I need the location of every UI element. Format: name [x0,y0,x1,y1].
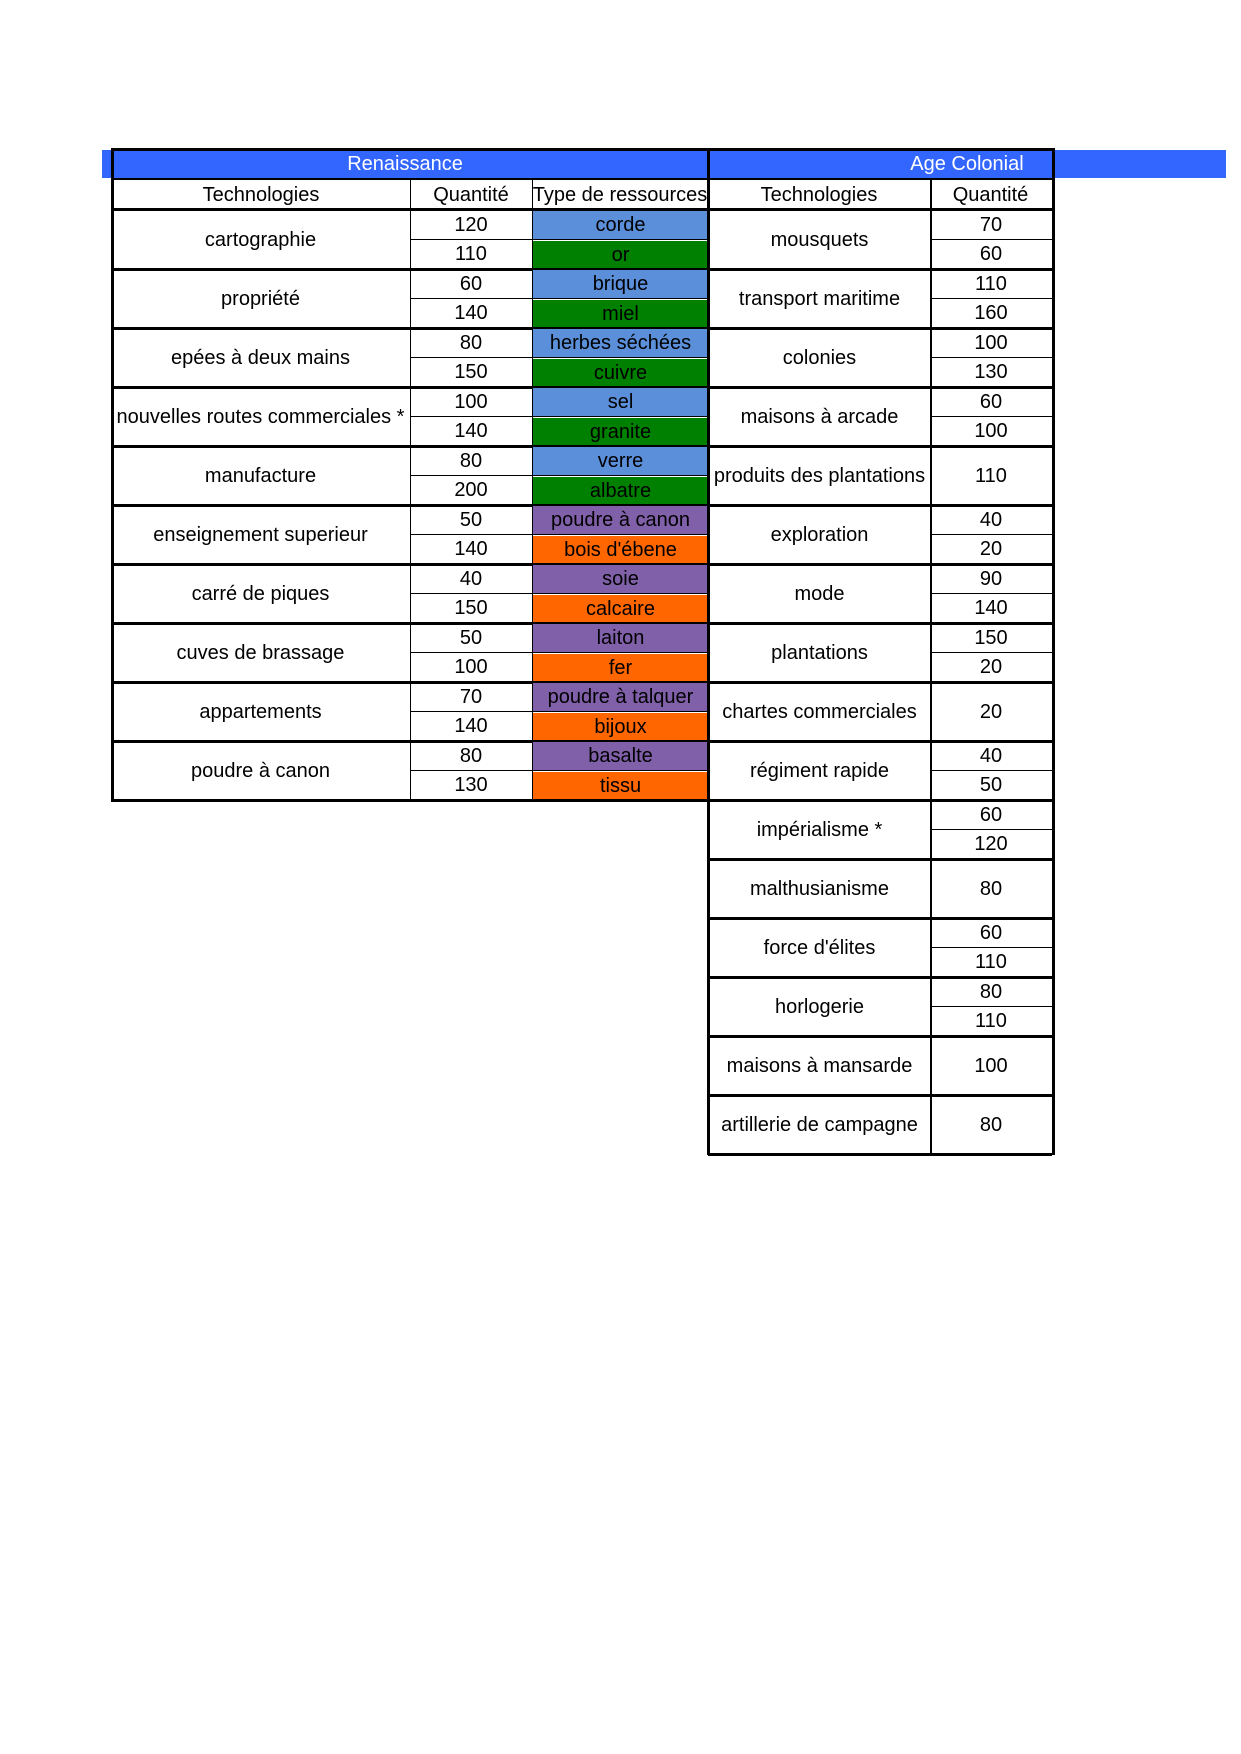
resource-cell: soie [533,565,708,594]
row-divider [930,947,1052,948]
table-border [707,148,710,1155]
colonial-qty: 100 [974,1054,1008,1077]
renaissance-qty: 50 [459,508,483,531]
renaissance-qty: 80 [459,331,483,354]
colonial-tech: régiment rapide [750,759,889,782]
colonial-qty: 80 [979,1113,1003,1136]
colonial-qty: 100 [974,331,1008,354]
row-divider [930,416,1052,417]
colonial-qty: 60 [979,243,1003,266]
resource-cell: tissu [533,772,708,801]
colonial-tech: force d'élites [763,936,876,959]
colonial-tech: transport maritime [738,287,901,310]
colonial-qty: 20 [979,700,1003,723]
resource-cell: granite [533,418,708,447]
colonial-tech: exploration [770,523,869,546]
colonial-qty: 20 [979,656,1003,679]
group-divider [708,1153,1052,1156]
renaissance-header-type: Type de ressources [532,183,708,206]
colonial-qty: 90 [979,567,1003,590]
table-border [111,148,1052,151]
renaissance-title: Renaissance [102,150,708,178]
table-border [111,148,114,801]
renaissance-tech: propriété [221,287,300,310]
table-border [111,178,1052,180]
colonial-tech: colonies [782,346,857,369]
colonial-tech: plantations [771,641,868,664]
row-divider [930,534,1052,535]
resource-cell: laiton [533,624,708,653]
resource-cell: fer [533,654,708,683]
resource-cell: or [533,241,708,270]
colonial-tech: maisons à mansarde [726,1054,913,1077]
colonial-qty: 160 [974,302,1008,325]
row-divider [930,357,1052,358]
colonial-qty: 80 [979,877,1003,900]
colonial-title: Age Colonial [708,150,1226,178]
renaissance-qty: 140 [454,420,488,443]
resource-cell: bijoux [533,713,708,742]
colonial-qty: 60 [979,803,1003,826]
renaissance-header-quantite: Quantité [433,183,509,206]
row-divider [930,652,1052,653]
colonial-tech: impérialisme * [756,818,883,841]
colonial-qty: 50 [979,774,1003,797]
colonial-header-technologies: Technologies [760,183,878,206]
row-divider [930,829,1052,830]
colonial-qty: 80 [979,980,1003,1003]
renaissance-qty: 40 [459,567,483,590]
colonial-qty: 110 [975,1010,1007,1033]
renaissance-tech: appartements [199,700,322,723]
column-divider [410,178,411,800]
colonial-qty: 60 [979,390,1003,413]
colonial-qty: 20 [979,538,1003,561]
renaissance-qty: 80 [459,449,483,472]
column-divider [930,178,932,1154]
renaissance-qty: 140 [454,538,488,561]
renaissance-qty: 130 [454,774,488,797]
resource-cell: corde [533,211,708,240]
colonial-qty: 140 [974,597,1008,620]
colonial-qty: 110 [975,272,1007,295]
renaissance-qty: 50 [459,626,483,649]
colonial-tech: horlogerie [775,995,864,1018]
renaissance-tech: nouvelles routes commerciales * [116,405,405,428]
renaissance-header-technologies: Technologies [202,183,320,206]
renaissance-qty: 140 [454,715,488,738]
resource-cell: verre [533,447,708,476]
table-border [1052,148,1055,1155]
renaissance-qty: 200 [454,479,488,502]
renaissance-qty: 100 [454,656,488,679]
renaissance-tech: cuves de brassage [176,641,345,664]
renaissance-tech: carré de piques [191,582,330,605]
resource-cell: albatre [533,477,708,506]
colonial-tech: produits des plantations [713,464,926,487]
row-divider [930,770,1052,771]
resource-cell: calcaire [533,595,708,624]
renaissance-qty: 120 [454,213,488,236]
colonial-qty: 110 [975,464,1007,487]
colonial-tech: mousquets [770,228,869,251]
renaissance-qty: 110 [455,243,487,266]
resource-cell: cuivre [533,359,708,388]
colonial-header-quantite: Quantité [952,183,1029,206]
resource-cell: miel [533,300,708,329]
colonial-qty: 100 [974,420,1008,443]
colonial-qty: 60 [979,921,1003,944]
colonial-qty: 70 [979,213,1003,236]
resource-cell: basalte [533,742,708,771]
colonial-qty: 130 [974,361,1008,384]
renaissance-tech: enseignement superieur [153,523,368,546]
colonial-qty: 40 [979,744,1003,767]
resource-cell: poudre à canon [533,506,708,535]
colonial-tech: chartes commerciales [722,700,917,723]
colonial-qty: 150 [974,626,1008,649]
resource-cell: herbes séchées [533,329,708,358]
colonial-tech: mode [794,582,845,605]
renaissance-tech: manufacture [204,464,317,487]
renaissance-qty: 60 [459,272,483,295]
colonial-tech: maisons à arcade [740,405,899,428]
colonial-qty: 120 [974,833,1008,856]
row-divider [930,239,1052,240]
resource-cell: sel [533,388,708,417]
row-divider [930,1006,1052,1007]
colonial-qty: 40 [979,508,1003,531]
resource-cell: brique [533,270,708,299]
renaissance-qty: 150 [454,361,488,384]
column-divider [532,178,533,800]
renaissance-qty: 70 [459,685,483,708]
colonial-tech: malthusianisme [750,877,889,900]
resource-cell: bois d'ébene [533,536,708,565]
renaissance-tech: cartographie [204,228,317,251]
resource-cell: poudre à talquer [533,683,708,712]
row-divider [930,593,1052,594]
renaissance-tech: epées à deux mains [170,346,350,369]
row-divider [930,298,1052,299]
renaissance-tech: poudre à canon [190,759,330,782]
renaissance-qty: 150 [454,597,488,620]
colonial-qty: 110 [975,951,1007,974]
renaissance-qty: 100 [454,390,488,413]
colonial-tech: artillerie de campagne [721,1113,918,1136]
renaissance-qty: 80 [459,744,483,767]
renaissance-qty: 140 [454,302,488,325]
